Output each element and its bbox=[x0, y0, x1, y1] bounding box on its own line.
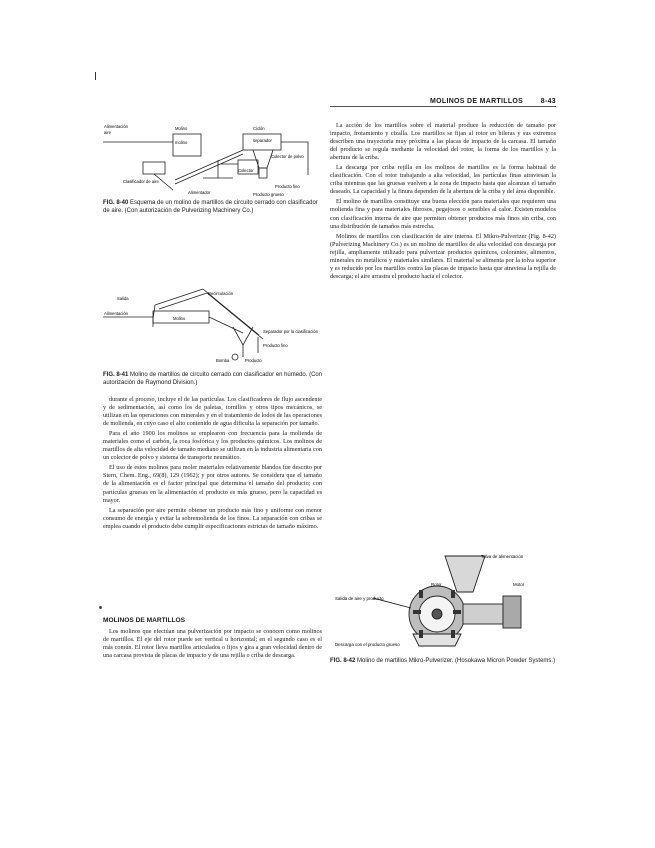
label-separador: separador bbox=[253, 138, 272, 143]
figure-8-40-diagram bbox=[103, 120, 325, 198]
label-rotor: Rotor bbox=[431, 582, 442, 587]
paragraph: La acción de los martillos sobre el material produce la reducción de tamaño por impacto, frotamiento y cizalla. Los martillos se fijan al rotor en hileras y sus extremos describen una trayectoria muy próxima a las placas de impacto de la carcasa. El tamaño del producto se regula mediante la velocidad del rotor, la forma de los martillos y la abertura de la criba. bbox=[330, 122, 556, 162]
label-molino-2: molino bbox=[175, 140, 188, 145]
label-producto-fino: Producto fino bbox=[275, 184, 300, 189]
label-alimentador: Alimentador bbox=[188, 190, 211, 195]
label-molino: Molino bbox=[173, 316, 186, 321]
label-tolva: Tolva de alimentación bbox=[481, 554, 524, 559]
label-producto: Producto bbox=[245, 358, 262, 363]
label-colector-polvo: Colector de polvo bbox=[271, 154, 304, 159]
paragraph: El molino de martillos constituye una buena elección para materiales que requieren una molienda fina y para materiales fibrosos, pegajosos o sensibles al calor. Existen modelos con clasificación interna de aire que permiten obtener productos más finos sin criba, con una distribución de tamaños más estrecha. bbox=[330, 198, 556, 230]
figure-8-40-caption bbox=[103, 200, 323, 215]
running-head bbox=[430, 98, 556, 105]
label-motor: Motor bbox=[513, 582, 525, 587]
label-aire: aire bbox=[104, 130, 111, 135]
label-molino: Molino bbox=[175, 126, 188, 131]
figure-8-41-caption bbox=[103, 372, 323, 387]
label-descarga: Descarga con el producto grueso bbox=[335, 642, 400, 647]
paragraph: Para el año 1900 los molinos se emplearon con frecuencia para la molienda de materiales como el carbón, la roca fosfórica y los productos químicos. Los molinos de martillos de alta velocidad de tamaño mediano se utilizan en la industria alimentaria con un colector de polvo y sistema de transporte neumático. bbox=[103, 430, 322, 462]
caption-text: Molino de martillos Mikro-Pulverizer. (Hosokawa Micron Powder Systems.) bbox=[357, 658, 556, 664]
caption-text: Esquema de un molino de martillos de circuito cerrado con clasificador de aire. (Con autorización de Pulverizing Machinery Co.) bbox=[103, 200, 318, 214]
paragraph: El uso de estos molinos para moler materiales relativamente blandos fue descrito por Stern, Chem. Eng., 69(8), 129 (1962); y por otros autores. Se considera que el tamaño de la alimentación es el factor principal que determina el tamaño del producto; con partículas gruesas en la alimentación el producto es más grueso, pero la capacidad es mayor. bbox=[103, 464, 322, 504]
figure-8-41 bbox=[103, 283, 325, 368]
figure-8-40 bbox=[103, 120, 325, 198]
caption-label: FIG. 8-40 bbox=[103, 200, 129, 206]
paragraph: Los molinos que efectúan una pulverización por impacto se conocen como molinos de martillos. El eje del rotor puede ser vertical u horizontal; en el segundo caso es el más común. El rotor lleva martillos articulados o fijos y gira a gran velocidad dentro de una carcasa provista de placas de impacto y de una rejilla o criba de descarga. bbox=[103, 628, 322, 660]
paragraph: La separación por aire permite obtener un producto más fino y uniforme con menor consumo de energía y evitar la sobremolienda de los finos. La separación con cribas se emplea cuando el producto debe cumplir especificaciones estrictas de tamaño máximo. bbox=[103, 506, 322, 530]
label-separador: Separador por la clasificación bbox=[263, 329, 318, 334]
label-alimentacion: Alimentación bbox=[104, 311, 128, 316]
margin-mark bbox=[95, 72, 96, 80]
label-producto-grueso: Producto grueso bbox=[253, 192, 284, 197]
figure-8-42-diagram bbox=[333, 542, 555, 652]
label-producto-fino: Producto fino bbox=[263, 343, 288, 348]
label-salida-aire: Salida de aire y producto bbox=[335, 596, 384, 601]
section-title: MOLINOS DE MARTILLOS bbox=[430, 98, 524, 105]
margin-dot bbox=[99, 606, 102, 609]
right-column-text bbox=[330, 122, 556, 422]
label-clasificador-aire: Clasificador de aire bbox=[123, 179, 159, 184]
label-colector: Colector bbox=[238, 168, 254, 173]
caption-text: Molino de martillos de circuito cerrado con clasificador en húmedo. (Con autorización de Raymond Division.) bbox=[103, 372, 323, 386]
left-column-text bbox=[103, 396, 322, 612]
figure-8-41-diagram bbox=[103, 283, 325, 368]
page-number: 8-43 bbox=[540, 98, 556, 105]
paragraph: durante el proceso, incluye el de las partículas. Los clasificadores de flujo ascendente y de sedimentación, así como los de paletas, tornillos y otros tipos mecánicos, se utilizan en las operaciones con minerales y en el tratamiento de lodos de las operaciones de molienda, en cuyo caso el alto contenido de agua dificulta la separación por tamaño. bbox=[103, 396, 322, 428]
caption-label: FIG. 8-42 bbox=[330, 658, 356, 664]
label-bomba: Bomba bbox=[216, 358, 230, 363]
header-rule bbox=[330, 106, 556, 107]
label-alimentacion: Alimentación bbox=[104, 124, 128, 129]
label-salida: Salida bbox=[117, 296, 129, 301]
paragraph: Molinos de martillos con clasificación de aire interna. El Mikro-Pulverizer (Fig. 8-42) (Pulverizing Machinery Co.) es un molino de martillos de alta velocidad con descarga por rejilla, ampliamente utilizado para pulverizar productos químicos, colorantes, alimentos, minerales no metálicos y materiales similares. El material se alimenta por la tolva superior y es reducido por los martillos contra las placas de impacto hasta que atraviesa la rejilla de descarga; el aire arrastra el producto hacia el colector. bbox=[330, 232, 556, 280]
left-column-section-text bbox=[103, 628, 322, 690]
label-ciclon: Ciclón bbox=[253, 126, 265, 131]
figure-8-42-caption bbox=[330, 658, 556, 666]
label-recirculacion: Recirculación bbox=[208, 291, 234, 296]
paragraph: La descarga por criba rejilla en los molinos de martillos es la forma habitual de clasificación. Con el rotor trabajando a alta velocidad, las partículas finas atraviesan la criba mientras que las gruesas vuelven a la zona de impacto hasta que alcanzan el tamaño deseado. La capacidad y la finura dependen de la abertura de la criba y del área disponible. bbox=[330, 164, 556, 196]
caption-label: FIG. 8-41 bbox=[103, 372, 129, 378]
figure-8-42 bbox=[333, 542, 555, 652]
section-heading: MOLINOS DE MARTILLOS bbox=[103, 617, 186, 624]
